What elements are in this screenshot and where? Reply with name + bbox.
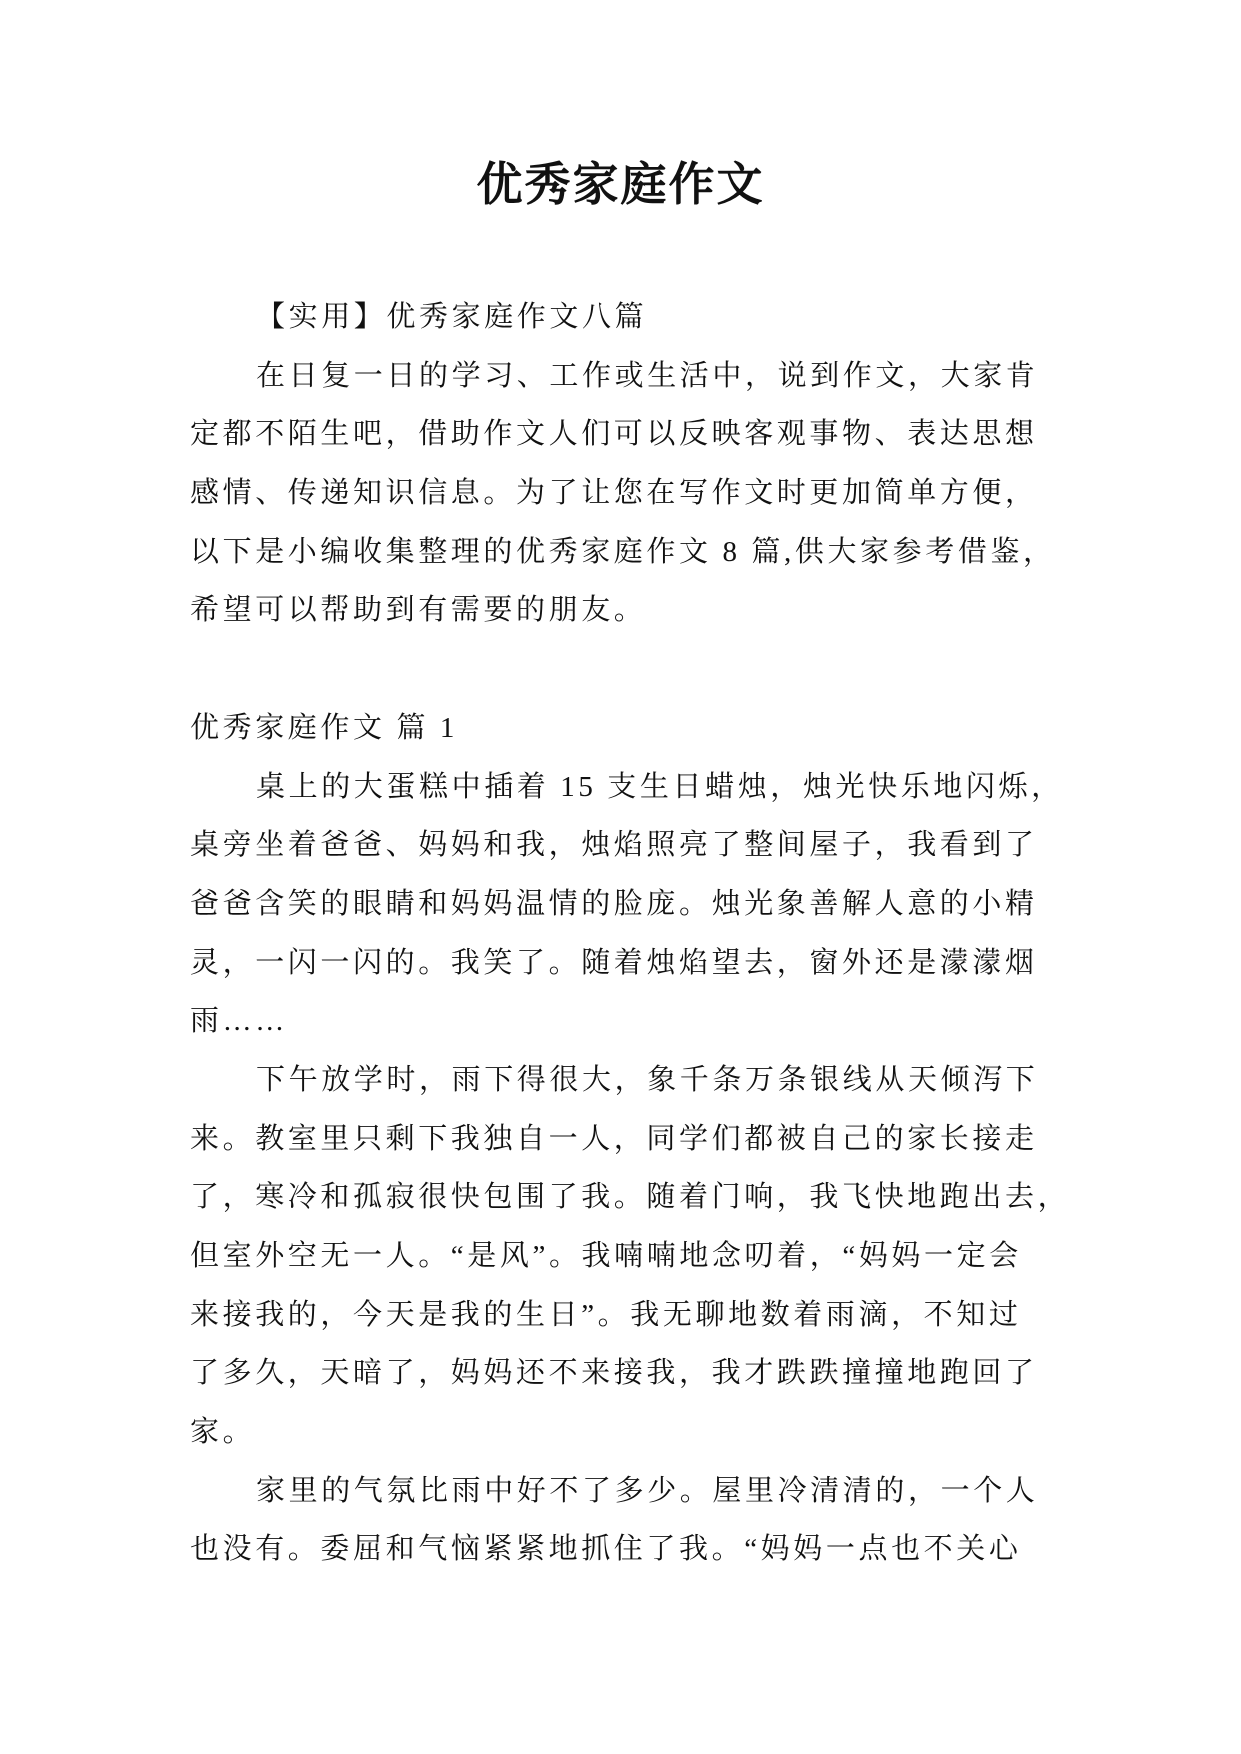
paragraph-line: 桌上的大蛋糕中插着 15 支生日蜡烛，烛光快乐地闪烁，	[256, 770, 1064, 803]
paragraph-line: 家。	[190, 1416, 256, 1449]
paragraph-line: 下午放学时，雨下得很大，象千条万条银线从天倾泻下	[256, 1063, 1039, 1096]
intro-line: 希望可以帮助到有需要的朋友。	[190, 594, 647, 627]
document-subtitle: 【实用】优秀家庭作文八篇	[256, 301, 648, 333]
section-heading: 优秀家庭作文 篇 1	[190, 711, 459, 744]
intro-line: 定都不陌生吧，借助作文人们可以反映客观事物、表达思想	[190, 418, 1038, 451]
document-body	[190, 288, 1190, 1579]
paragraph-line: 灵，一闪一闪的。我笑了。随着烛焰望去，窗外还是濛濛烟	[190, 946, 1038, 979]
paragraph-line: 也没有。委屈和气恼紧紧地抓住了我。“妈妈一点也不关心	[190, 1533, 1022, 1566]
intro-line: 在日复一日的学习、工作或生活中，说到作文，大家肯	[256, 359, 1039, 392]
paragraph-line: 来。教室里只剩下我独自一人，同学们都被自己的家长接走	[190, 1122, 1038, 1155]
paragraph-line: 家里的气氛比雨中好不了多少。屋里冷清清的，一个人	[256, 1474, 1039, 1507]
intro-line: 感情、传递知识信息。为了让您在写作文时更加简单方便，	[190, 477, 1038, 510]
paragraph-line: 雨……	[190, 1005, 288, 1038]
intro-line: 以下是小编收集整理的优秀家庭作文 8 篇,供大家参考借鉴，	[190, 535, 1056, 568]
body-paragraph	[190, 1462, 1190, 1579]
body-paragraph	[190, 758, 1190, 1051]
document-title: 优秀家庭作文	[476, 159, 765, 210]
paragraph-line: 来接我的，今天是我的生日”。我无聊地数着雨滴，不知过	[190, 1298, 1022, 1331]
paragraph-line: 了多久，天暗了，妈妈还不来接我，我才跌跌撞撞地跑回了	[190, 1357, 1038, 1390]
paragraph-line: 爸爸含笑的眼睛和妈妈温情的脸庞。烛光象善解人意的小精	[190, 887, 1038, 920]
spacer	[190, 640, 1190, 699]
body-paragraph	[190, 1051, 1190, 1462]
paragraph-line: 但室外空无一人。“是风”。我喃喃地念叨着，“妈妈一定会	[190, 1240, 1022, 1272]
paragraph-line: 桌旁坐着爸爸、妈妈和我，烛焰照亮了整间屋子，我看到了	[190, 829, 1038, 862]
intro-paragraph	[190, 347, 1190, 640]
paragraph-line: 了，寒冷和孤寂很快包围了我。随着门响，我飞快地跑出去，	[190, 1181, 1071, 1214]
